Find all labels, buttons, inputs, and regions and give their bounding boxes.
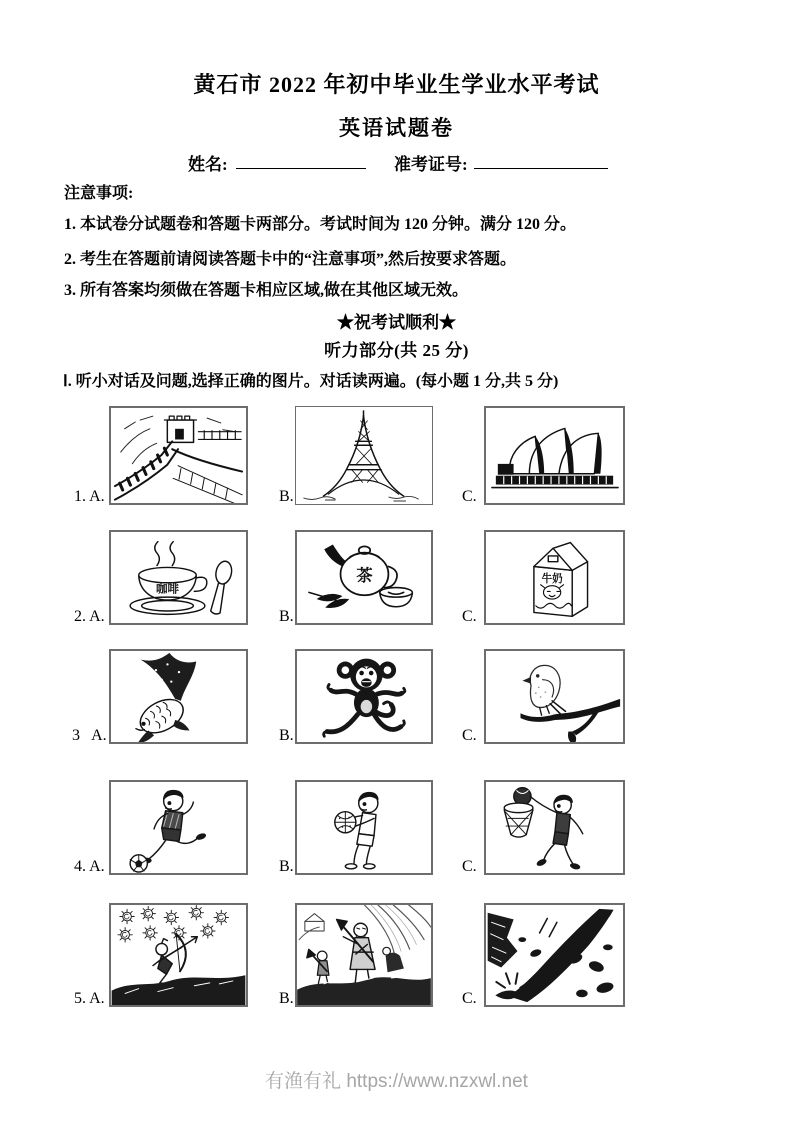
picture-milk-carton [484,530,625,625]
picture-boy-holding-basketball [295,780,433,875]
exam-wish: ★祝考试顺利★ [337,313,456,332]
picture-old-man-moving-mountain [295,903,433,1007]
option-label: C. [462,608,477,625]
option-label: C. [462,858,477,875]
page-title: 黄石市 2022 年初中毕业生学业水平考试 [193,72,600,97]
picture-monkey [295,649,433,744]
picture-sydney-opera-house [484,406,625,505]
page-subtitle: 英语试题卷 [339,116,454,140]
option-label: C. [462,990,477,1007]
picture-archer-shooting-suns [109,903,248,1007]
picture-boy-dunking-basketball [484,780,625,875]
picture-teapot [295,530,433,625]
picture-eiffel-tower [295,406,433,505]
watermark-footer: 有渔有礼 https://www.nzxwl.net [265,1071,528,1092]
tea-text: 茶 [356,565,373,585]
picture-rushing-flood-water [484,903,625,1007]
option-label: B. [279,488,294,505]
picture-goldfish [109,649,248,744]
question-row-4 [0,780,793,875]
option-label: 5. A. [74,990,105,1007]
part1-instruction: Ⅰ. 听小对话及问题,选择正确的图片。对话读两遍。(每小题 1 分,共 5 分) [63,373,559,390]
option-label: C. [462,488,477,505]
name-blank-line [236,152,366,169]
question-row-3 [0,649,793,744]
option-label: 4. A. [74,858,105,875]
notice-item-2: 2. 考生在答题前请阅读答题卡中的“注意事项”,然后按要求答题。 [64,251,517,268]
listening-section-title: 听力部分(共 25 分) [324,341,469,360]
picture-coffee-cup [109,530,248,625]
picture-boy-playing-soccer [109,780,248,875]
coffee-text: 咖啡 [155,583,179,596]
option-label: C. [462,727,477,744]
option-label: 3 A. [72,727,107,744]
ticket-blank-line [474,152,608,169]
question-row-1 [0,406,793,505]
notice-title: 注意事项: [64,185,134,202]
picture-bird-on-branch [484,649,625,744]
notice-item-1: 1. 本试卷分试题卷和答题卡两部分。考试时间为 120 分钟。满分 120 分。 [64,216,577,233]
notice-item-3: 3. 所有答案均须做在答题卡相应区域,做在其他区域无效。 [64,282,469,299]
question-row-2 [0,530,793,625]
milk-text: 牛奶 [541,573,563,585]
question-row-5 [0,903,793,1007]
picture-great-wall [109,406,248,505]
option-label: 2. A. [74,608,105,625]
ticket-label: 准考证号: [394,155,468,174]
option-label: B. [279,990,294,1007]
option-label: B. [279,858,294,875]
name-label: 姓名: [188,155,228,174]
option-label: B. [279,608,294,625]
option-label: B. [279,727,294,744]
option-label: 1. A. [74,488,105,505]
